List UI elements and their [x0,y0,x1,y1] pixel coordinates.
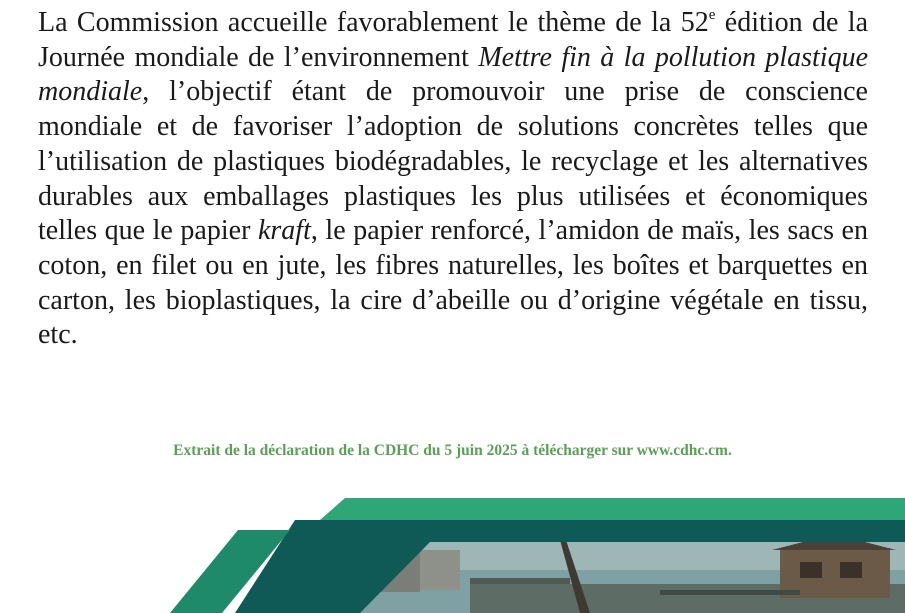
source-caption: Extrait de la déclaration de la CDHC du 5 juin 2025 à télécharger sur www.cdhc.cm. [173,442,732,459]
text-segment-3: , l’objectif étant de promouvoir une prise de conscience mondiale et de favoriser l’adoption de solutions concrètes telles que l’utilisation de plastiques biodégradables, le recyclage et les alternatives durables aux emballages plastiques les plus utilisées et économiques telles que le papier [38,76,868,247]
theme-title: Mettre fin à la pollution plastique mondiale [38,41,869,108]
text-segment-1: La Commission accueille favorablement le thème de la 52 [38,7,709,38]
text-segment-2: édition de la Journée mondiale de l’environnement [38,7,868,73]
photo-house-right-window-2 [840,562,862,578]
photo-pier-right [660,590,800,595]
photo-pier-left [470,578,570,584]
photo-house-right-window [800,562,822,578]
ordinal-superscript: e [708,7,716,23]
banner-stripe-light [320,498,905,520]
bottom-photo-banner [0,490,905,613]
kraft-term: kraft [257,215,311,247]
declaration-paragraph [38,6,868,353]
photo-house-left-2 [420,550,460,590]
text-segment-4: , le papier renforcé, l’amidon de maïs, les sacs en coton, en filet ou en jute, les fibres naturelles, les boîtes et barquettes en carton, les bioplastiques, la cire d’abeille ou d’origine végétale en tissu, etc. [38,215,868,351]
